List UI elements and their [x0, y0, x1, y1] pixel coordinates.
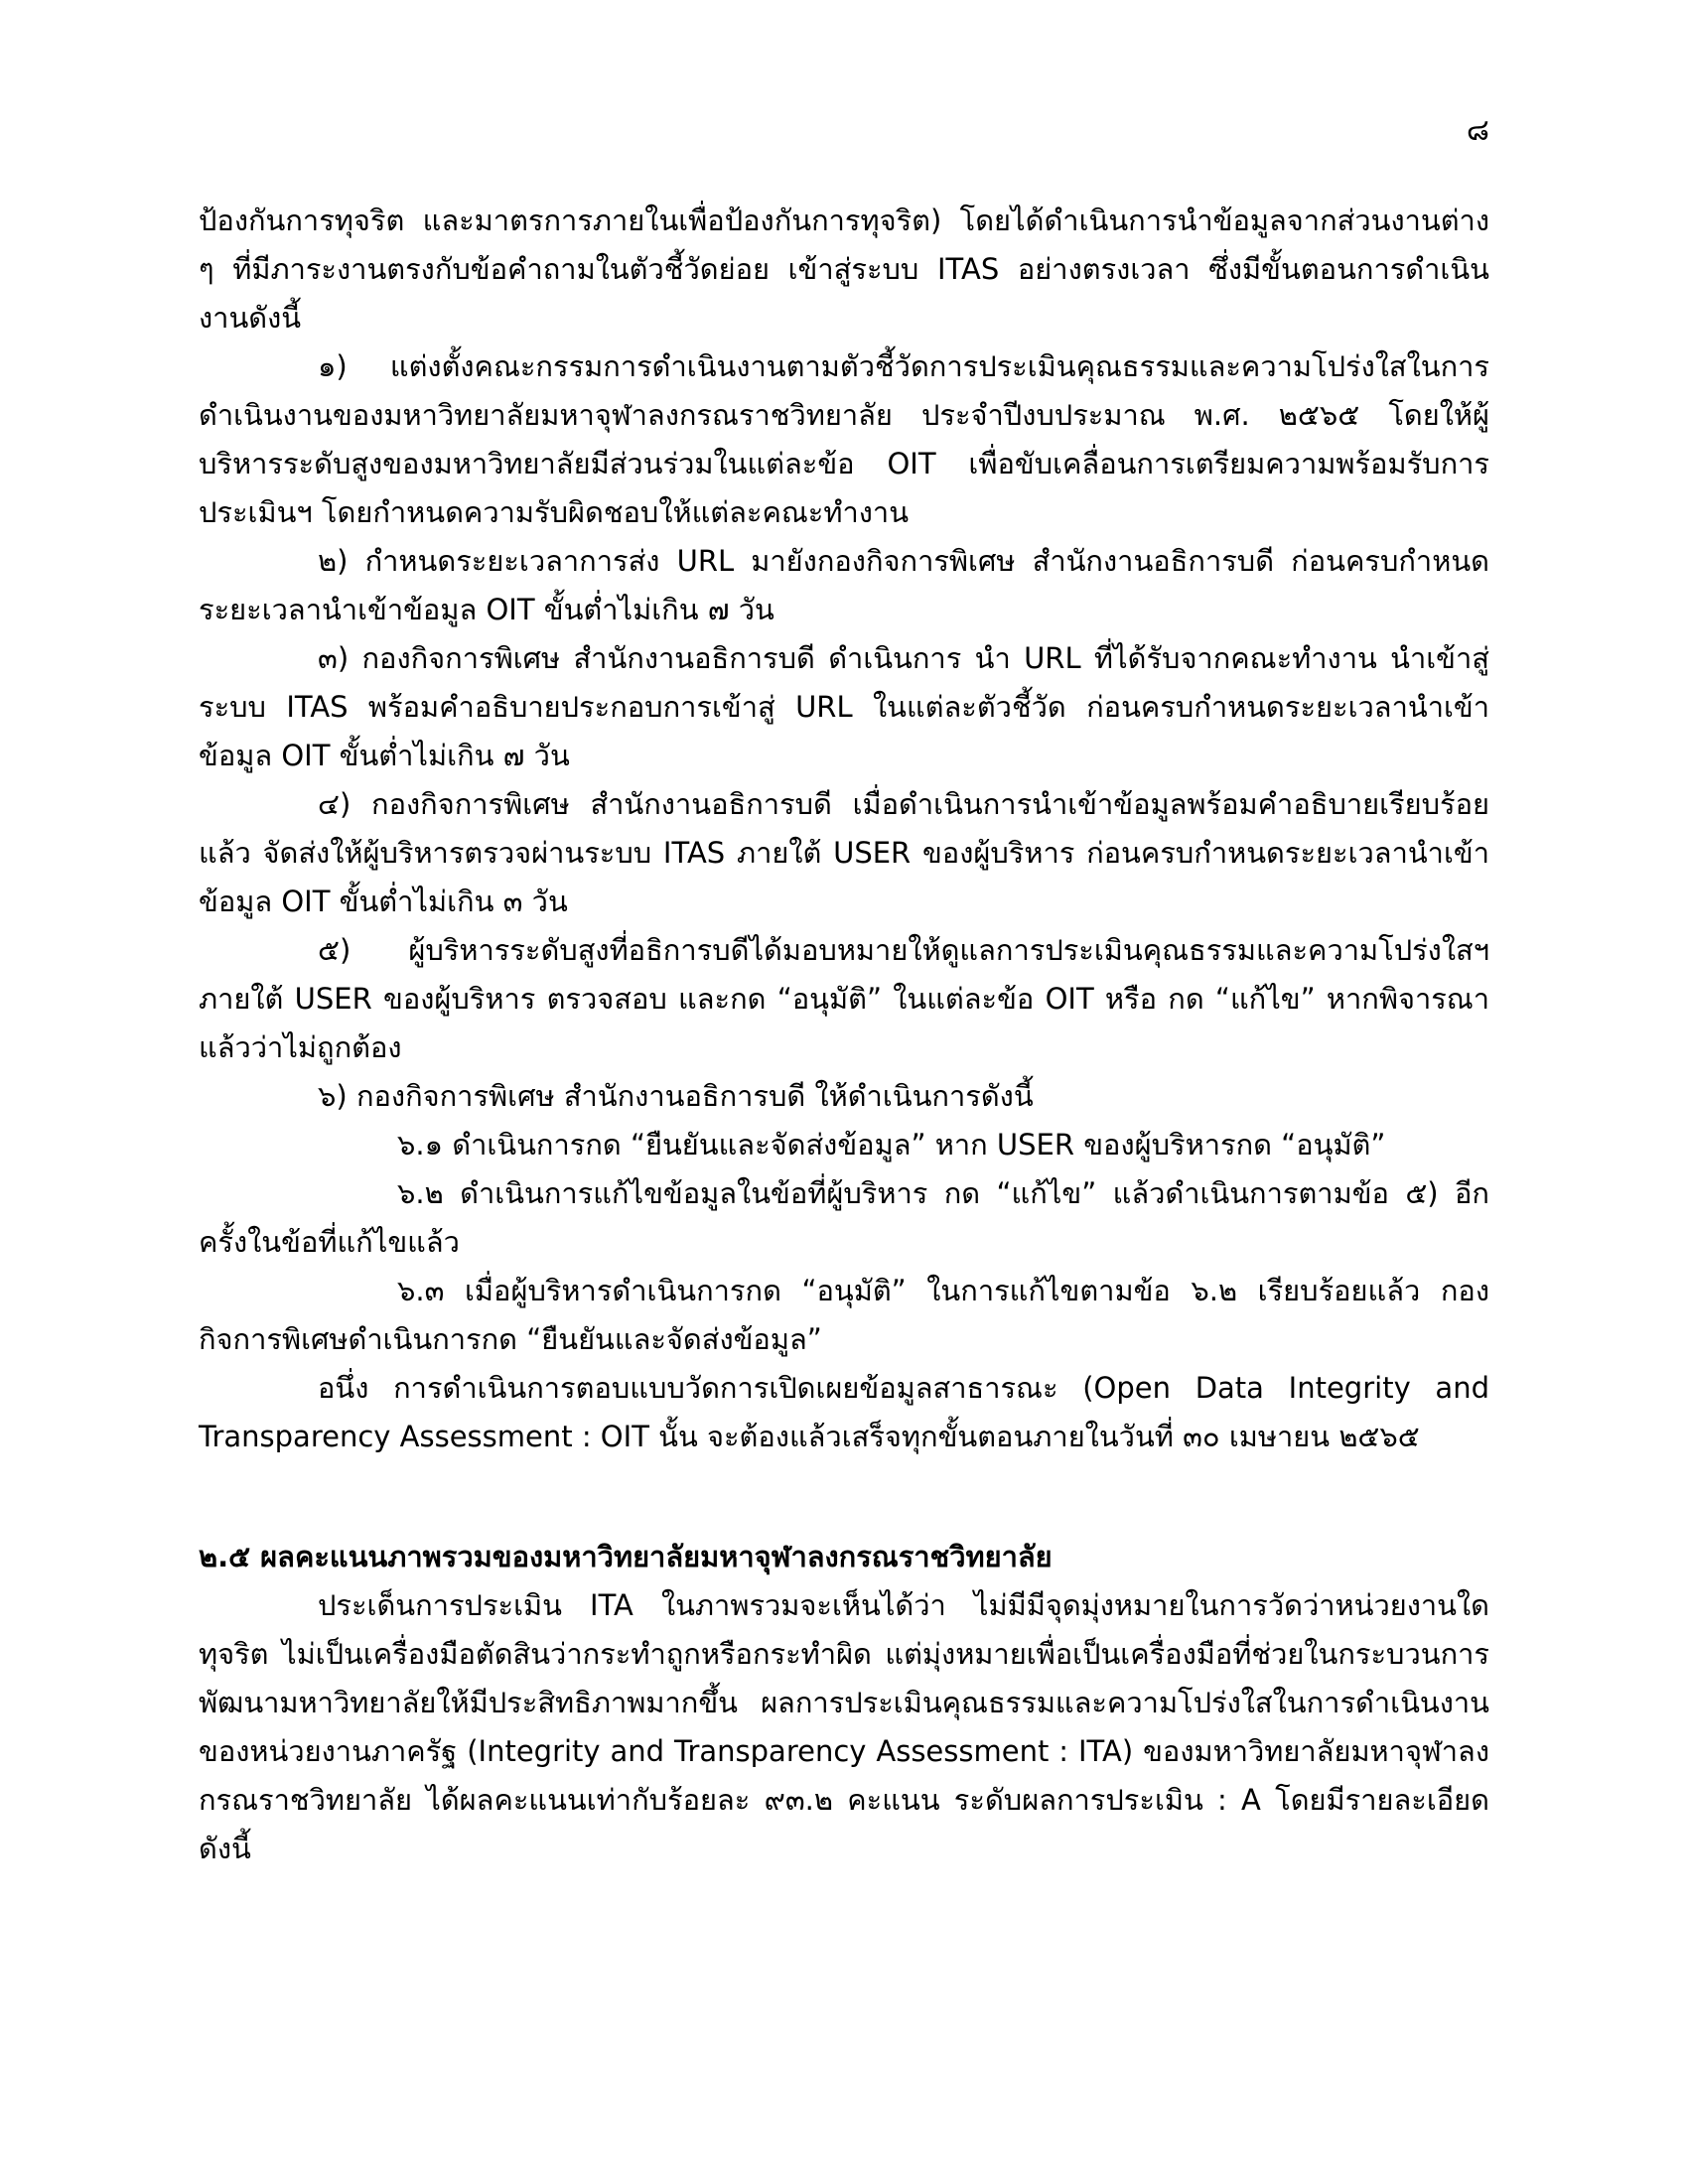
step-1-paragraph: ๑) แต่งตั้งคณะกรรมการดำเนินงานตามตัวชี้วัดการประเมินคุณธรรมและความโปร่งใสในการดำเนินงานของมหาวิทยาลัยมหาจุฬาลงกรณราชวิทยาลัย ประจำปีงบประมาณ พ.ศ. ๒๕๖๕ โดยให้ผู้บริหารระดับสูงของมหาวิทยาลัยมีส่วนร่วมในแต่ละข้อ OIT เพื่อขับเคลื่อนการเตรียมความพร้อมรับการประเมินฯ โดยกำหนดความรับผิดชอบให้แต่ละคณะทำงาน — [199, 349, 1489, 529]
step-6-paragraph: ๖) กองกิจการพิเศษ สำนักงานอธิการบดี ให้ดำเนินการดังนี้ — [318, 1079, 1034, 1113]
intro-paragraph: ป้องกันการทุจริต และมาตรการภายในเพื่อป้องกันการทุจริต) โดยได้ดำเนินการนำข้อมูลจากส่วนงานต่าง ๆ ที่มีภาระงานตรงกับข้อคำถามในตัวชี้วัดย่อย เข้าสู่ระบบ ITAS อย่างตรงเวลา ซึ่งมีขั้นตอนการดำเนินงานดังนี้ — [199, 204, 1489, 335]
step-3-paragraph: ๓) กองกิจการพิเศษ สำนักงานอธิการบดี ดำเนินการ นำ URL ที่ได้รับจากคณะทำงาน นำเข้าสู่ระบบ ITAS พร้อมคำอธิบายประกอบการเข้าสู่ URL ในแต่ละตัวชี้วัด ก่อนครบกำหนดระยะเวลานำเข้าข้อมูล OIT ขั้นต่ำไม่เกิน ๗ วัน — [199, 641, 1489, 772]
note-paragraph: อนึ่ง การดำเนินการตอบแบบวัดการเปิดเผยข้อมูลสาธารณะ (Open Data Integrity and Transparency Assessment : OIT นั้น จะต้องแล้วเสร็จทุกขั้นตอนภายในวันที่ ๓๐ เมษายน ๒๕๖๕ — [199, 1371, 1489, 1453]
page-number: ๘ — [1466, 113, 1489, 148]
step-5-paragraph: ๕) ผู้บริหารระดับสูงที่อธิการบดีได้มอบหมายให้ดูแลการประเมินคุณธรรมและความโปร่งใสฯ ภายใต้ USER ของผู้บริหาร ตรวจสอบ และกด “อนุมัติ” ในแต่ละข้อ OIT หรือ กด “แก้ไข” หากพิจารณาแล้วว่าไม่ถูกต้อง — [199, 933, 1489, 1064]
section-paragraph: ประเด็นการประเมิน ITA ในภาพรวมจะเห็นได้ว่า ไม่มีมีจุดมุ่งหมายในการวัดว่าหน่วยงานใดทุจริต ไม่เป็นเครื่องมือตัดสินว่ากระทำถูกหรือกระทำผิด แต่มุ่งหมายเพื่อเป็นเครื่องมือที่ช่วยในกระบวนการพัฒนามหาวิทยาลัยให้มีประสิทธิภาพมากขึ้น ผลการประเมินคุณธรรมและความโปร่งใสในการดำเนินงานของหน่วยงานภาครัฐ (Integrity and Transparency Assessment : ITA) ของมหาวิทยาลัยมหาจุฬาลงกรณราชวิทยาลัย ได้ผลคะแนนเท่ากับร้อยละ ๙๓.๒ คะแนน ระดับผลการประเมิน : A โดยมีรายละเอียดดังนี้ — [199, 1588, 1489, 1865]
document-body — [199, 197, 1489, 1873]
step-2-paragraph: ๒) กำหนดระยะเวลาการส่ง URL มายังกองกิจการพิเศษ สำนักงานอธิการบดี ก่อนครบกำหนดระยะเวลานำเข้าข้อมูล OIT ขั้นต่ำไม่เกิน ๗ วัน — [199, 544, 1489, 626]
step-6-2-paragraph: ๖.๒ ดำเนินการแก้ไขข้อมูลในข้อที่ผู้บริหาร กด “แก้ไข” แล้วดำเนินการตามข้อ ๕) อีกครั้งในข้อที่แก้ไขแล้ว — [199, 1176, 1489, 1259]
step-4-paragraph: ๔) กองกิจการพิเศษ สำนักงานอธิการบดี เมื่อดำเนินการนำเข้าข้อมูลพร้อมคำอธิบายเรียบร้อยแล้ว จัดส่งให้ผู้บริหารตรวจผ่านระบบ ITAS ภายใต้ USER ของผู้บริหาร ก่อนครบกำหนดระยะเวลานำเข้าข้อมูล OIT ขั้นต่ำไม่เกิน ๓ วัน — [199, 787, 1489, 918]
section-heading: ๒.๕ ผลคะแนนภาพรวมของมหาวิทยาลัยมหาจุฬาลงกรณราชวิทยาลัย — [199, 1540, 1053, 1573]
step-6-1-paragraph: ๖.๑ ดำเนินการกด “ยืนยันและจัดส่งข้อมูล” หาก USER ของผู้บริหารกด “อนุมัติ” — [397, 1128, 1386, 1161]
step-6-3-paragraph: ๖.๓ เมื่อผู้บริหารดำเนินการกด “อนุมัติ” ในการแก้ไขตามข้อ ๖.๒ เรียบร้อยแล้ว กองกิจการพิเศษดำเนินการกด “ยืนยันและจัดส่งข้อมูล” — [199, 1274, 1489, 1356]
